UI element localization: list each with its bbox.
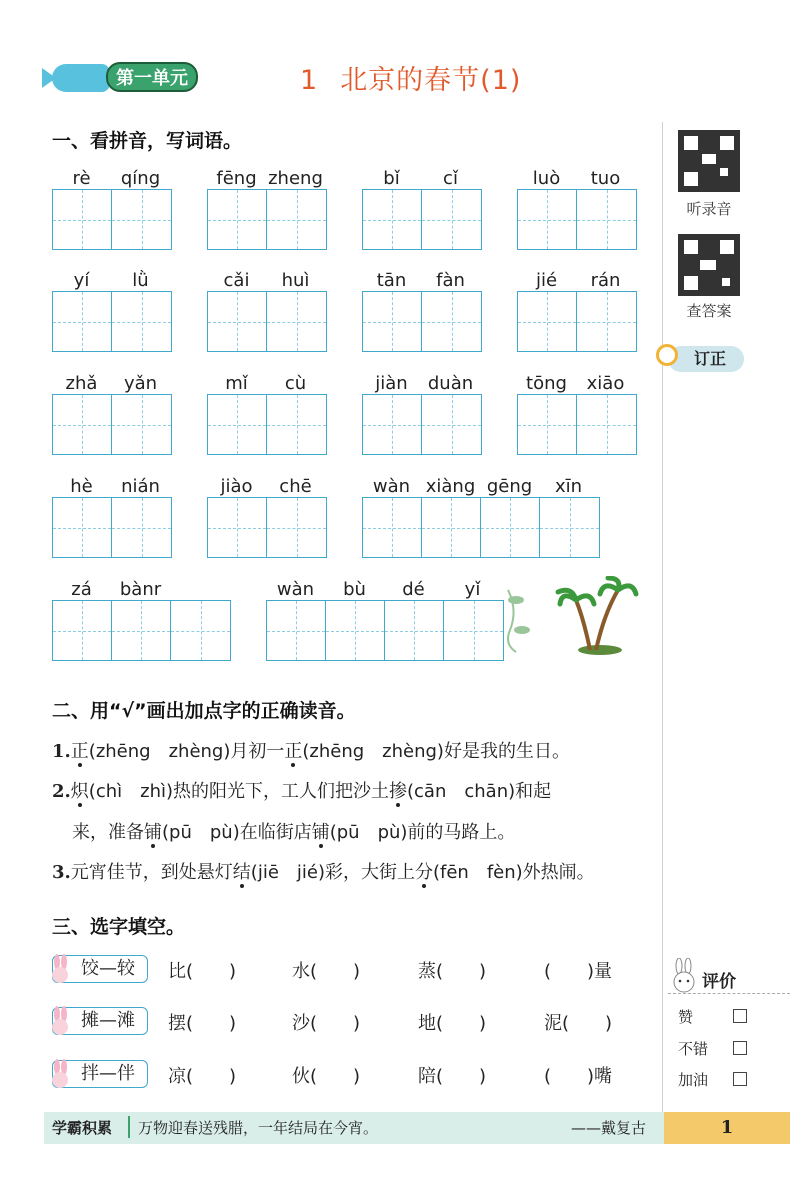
writing-cell[interactable] <box>112 395 171 454</box>
choice-tag-label: 摊—滩 <box>81 1010 135 1031</box>
footer-separator <box>128 1116 130 1138</box>
pinyin-label: rán <box>590 270 621 291</box>
writing-grid <box>362 189 482 250</box>
writing-cell[interactable] <box>422 395 481 454</box>
pinyin-label: jié <box>535 270 558 291</box>
writing-cell[interactable] <box>208 498 267 557</box>
whale-icon <box>52 64 110 92</box>
question-text: 来，准备 <box>72 822 144 843</box>
pinyin-label: cǎi <box>223 270 250 291</box>
question-number: 2. <box>52 781 71 802</box>
section2-title: 二、用“√”画出加点字的正确读音。 <box>52 700 356 722</box>
pinyin-label: jiàn <box>375 373 408 394</box>
writing-cell[interactable] <box>518 395 577 454</box>
bunny-icon <box>49 954 71 984</box>
question-text: 元宵佳节，到处悬灯 <box>70 862 233 883</box>
writing-cell[interactable] <box>518 190 577 249</box>
writing-cell[interactable] <box>518 292 577 351</box>
pinyin-label: dé <box>402 579 425 600</box>
pinyin-label: bù <box>343 579 366 600</box>
pinyin-label: hè <box>70 476 93 497</box>
question-text: (jiē jié)彩，大街上 <box>250 862 415 883</box>
fill-blank[interactable]: 陪( ) <box>418 1066 487 1087</box>
question-text: (zhēng zhèng)月初一 <box>88 741 285 762</box>
eval-item-try: 加油 <box>678 1071 709 1089</box>
pinyin-label: xīn <box>554 476 583 497</box>
footer-quote: 万物迎春送残腊，一年结局在今宵。 <box>138 1119 379 1137</box>
section1-title: 一、看拼音，写词语。 <box>52 130 243 152</box>
section3-title: 三、选字填空。 <box>52 916 186 938</box>
question-text: (cān chān)和起 <box>407 781 552 802</box>
writing-cell[interactable] <box>267 498 326 557</box>
page-number: 1 <box>664 1112 790 1144</box>
writing-cell[interactable] <box>53 190 112 249</box>
question-text: (zhēng zhèng)好是我的生日。 <box>302 741 570 762</box>
pinyin-label: chē <box>279 476 312 497</box>
eval-item-great: 赞 <box>678 1008 694 1026</box>
evaluation-divider <box>668 993 790 994</box>
pinyin-label: tuo <box>590 168 621 189</box>
fill-blank[interactable]: 摆( ) <box>168 1013 237 1034</box>
question-text: (chì zhì)热的阳光下，工人们把沙土 <box>88 781 390 802</box>
pinyin-label: qíng <box>120 168 161 189</box>
writing-grid <box>517 291 637 352</box>
dotted-char: 结 <box>232 862 251 883</box>
pinyin-label: duàn <box>427 373 474 394</box>
writing-cell[interactable] <box>208 292 267 351</box>
fill-blank[interactable]: 比( ) <box>168 961 237 982</box>
choice-tag <box>52 1007 148 1035</box>
dotted-char: 正 <box>284 741 303 762</box>
unit-badge <box>52 60 200 94</box>
fill-blank[interactable]: ( )嘴 <box>544 1066 613 1087</box>
dotted-char: 正 <box>70 741 89 762</box>
correction-tab <box>668 346 744 372</box>
writing-grid <box>207 497 327 558</box>
palm-tree-illustration <box>500 576 640 660</box>
question-text: (fēn fèn)外热闹。 <box>433 862 595 883</box>
writing-cell[interactable] <box>112 292 171 351</box>
evaluation-title: 评价 <box>702 972 736 992</box>
writing-grid <box>517 189 637 250</box>
pinyin-label: zá <box>71 579 92 600</box>
writing-cell[interactable] <box>53 601 112 660</box>
pinyin-label: wàn <box>276 579 315 600</box>
writing-grid <box>52 291 172 352</box>
dotted-char: 铺 <box>311 822 330 843</box>
pinyin-label: bǐ <box>383 168 400 189</box>
fill-blank[interactable]: 蒸( ) <box>418 961 487 982</box>
fill-blank[interactable]: 水( ) <box>292 961 361 982</box>
dotted-char: 分 <box>415 862 433 883</box>
pinyin-label: yǎn <box>123 373 158 394</box>
eval-checkbox-try[interactable] <box>733 1072 747 1086</box>
question-number: 3. <box>52 862 71 883</box>
pinyin-label: zheng <box>268 168 323 189</box>
writing-cell[interactable] <box>422 190 481 249</box>
writing-grid <box>362 497 600 558</box>
pinyin-label: xiāo <box>586 373 625 394</box>
question-number: 1. <box>52 741 71 762</box>
question-text: (pū pù)在临街店 <box>162 822 312 843</box>
bunny-icon <box>49 1006 71 1036</box>
footer-author: ——戴复古 <box>570 1119 646 1137</box>
footer-bar <box>44 1112 664 1144</box>
fill-blank[interactable]: 地( ) <box>418 1013 487 1034</box>
writing-cell[interactable] <box>112 190 171 249</box>
writing-cell[interactable] <box>208 190 267 249</box>
dotted-char: 掺 <box>389 781 408 802</box>
question-text: (pū pù)前的马路上。 <box>329 822 516 843</box>
writing-cell[interactable] <box>363 498 422 557</box>
writing-grid <box>207 394 327 455</box>
dotted-char: 炽 <box>70 781 89 802</box>
pinyin-label: wàn <box>372 476 411 497</box>
writing-cell[interactable] <box>422 498 481 557</box>
pinyin-label: tōng <box>526 373 567 394</box>
pinyin-label: cǐ <box>443 168 458 189</box>
writing-grid <box>517 394 637 455</box>
lesson-number: 1 <box>300 65 319 96</box>
pinyin-label: fēng <box>216 168 257 189</box>
pinyin-label: yǐ <box>464 579 481 600</box>
eval-item-good: 不错 <box>678 1040 709 1058</box>
writing-grid <box>207 291 327 352</box>
fill-blank[interactable]: ( )量 <box>544 961 613 982</box>
unit-label: 第一单元 <box>106 62 198 92</box>
writing-cell[interactable] <box>577 190 636 249</box>
fill-blank[interactable]: 伙( ) <box>292 1066 361 1087</box>
writing-cell[interactable] <box>363 190 422 249</box>
lesson-title-text: 北京的春节(1) <box>340 65 522 96</box>
choice-tag <box>52 955 148 983</box>
pinyin-label: cù <box>284 373 307 394</box>
writing-cell[interactable] <box>540 498 599 557</box>
writing-cell[interactable] <box>577 292 636 351</box>
pinyin-label: jiào <box>220 476 253 497</box>
writing-cell[interactable] <box>53 395 112 454</box>
pinyin-label: huì <box>281 270 310 291</box>
writing-cell[interactable] <box>112 601 171 660</box>
qr-code-listen[interactable] <box>678 130 740 192</box>
pinyin-label: xiàng <box>425 476 476 497</box>
dotted-char: 铺 <box>144 822 162 843</box>
correction-label: 订正 <box>694 349 727 368</box>
writing-grid <box>266 600 504 661</box>
question-1 <box>52 737 570 763</box>
writing-grid <box>362 394 482 455</box>
writing-grid <box>362 291 482 352</box>
question-2 <box>52 777 551 803</box>
writing-grid <box>52 497 172 558</box>
pinyin-label: rè <box>72 168 91 189</box>
writing-cell[interactable] <box>385 601 444 660</box>
magnifier-icon <box>656 344 678 366</box>
choice-tag-label: 拌—伴 <box>81 1063 135 1084</box>
writing-cell[interactable] <box>208 395 267 454</box>
bunny-icon <box>49 1059 71 1089</box>
writing-cell[interactable] <box>112 498 171 557</box>
question-3 <box>52 858 595 884</box>
writing-cell[interactable] <box>363 395 422 454</box>
pinyin-label: luò <box>532 168 561 189</box>
writing-cell[interactable] <box>267 395 326 454</box>
writing-cell[interactable] <box>171 601 230 660</box>
fill-blank[interactable]: 凉( ) <box>168 1066 237 1087</box>
fill-blank[interactable]: 沙( ) <box>292 1013 361 1034</box>
writing-cell[interactable] <box>326 601 385 660</box>
footer-label: 学霸积累 <box>52 1119 113 1137</box>
question-2-continued <box>72 818 515 844</box>
writing-cell[interactable] <box>53 498 112 557</box>
writing-grid <box>207 189 327 250</box>
writing-grid <box>52 189 172 250</box>
choice-tag <box>52 1060 148 1088</box>
writing-cell[interactable] <box>422 292 481 351</box>
pinyin-label: mǐ <box>225 373 248 394</box>
qr-code-answers[interactable] <box>678 234 740 296</box>
pinyin-label: lǜ <box>132 270 149 291</box>
eval-checkbox-great[interactable] <box>733 1009 747 1023</box>
lesson-title <box>300 58 521 97</box>
writing-cell[interactable] <box>267 601 326 660</box>
pinyin-label: zhǎ <box>65 373 98 394</box>
writing-cell[interactable] <box>363 292 422 351</box>
writing-cell[interactable] <box>267 190 326 249</box>
pinyin-label: yí <box>73 270 90 291</box>
pinyin-label: tān <box>376 270 407 291</box>
pinyin-label: gēng <box>486 476 533 497</box>
writing-cell[interactable] <box>267 292 326 351</box>
writing-cell[interactable] <box>481 498 540 557</box>
qr-listen-caption: 听录音 <box>686 200 732 218</box>
fill-blank[interactable]: 泥( ) <box>544 1013 613 1034</box>
bunny-icon <box>668 958 700 994</box>
pinyin-label: bànr <box>119 579 162 600</box>
writing-cell[interactable] <box>577 395 636 454</box>
pinyin-label: fàn <box>436 270 465 291</box>
qr-answers-caption: 查答案 <box>686 302 732 320</box>
pinyin-label: nián <box>121 476 160 497</box>
choice-tag-label: 饺—较 <box>81 958 135 979</box>
writing-grid <box>52 394 172 455</box>
eval-checkbox-good[interactable] <box>733 1041 747 1055</box>
writing-grid <box>52 600 231 661</box>
writing-cell[interactable] <box>444 601 503 660</box>
writing-cell[interactable] <box>53 292 112 351</box>
sidebar-divider <box>662 122 663 1112</box>
